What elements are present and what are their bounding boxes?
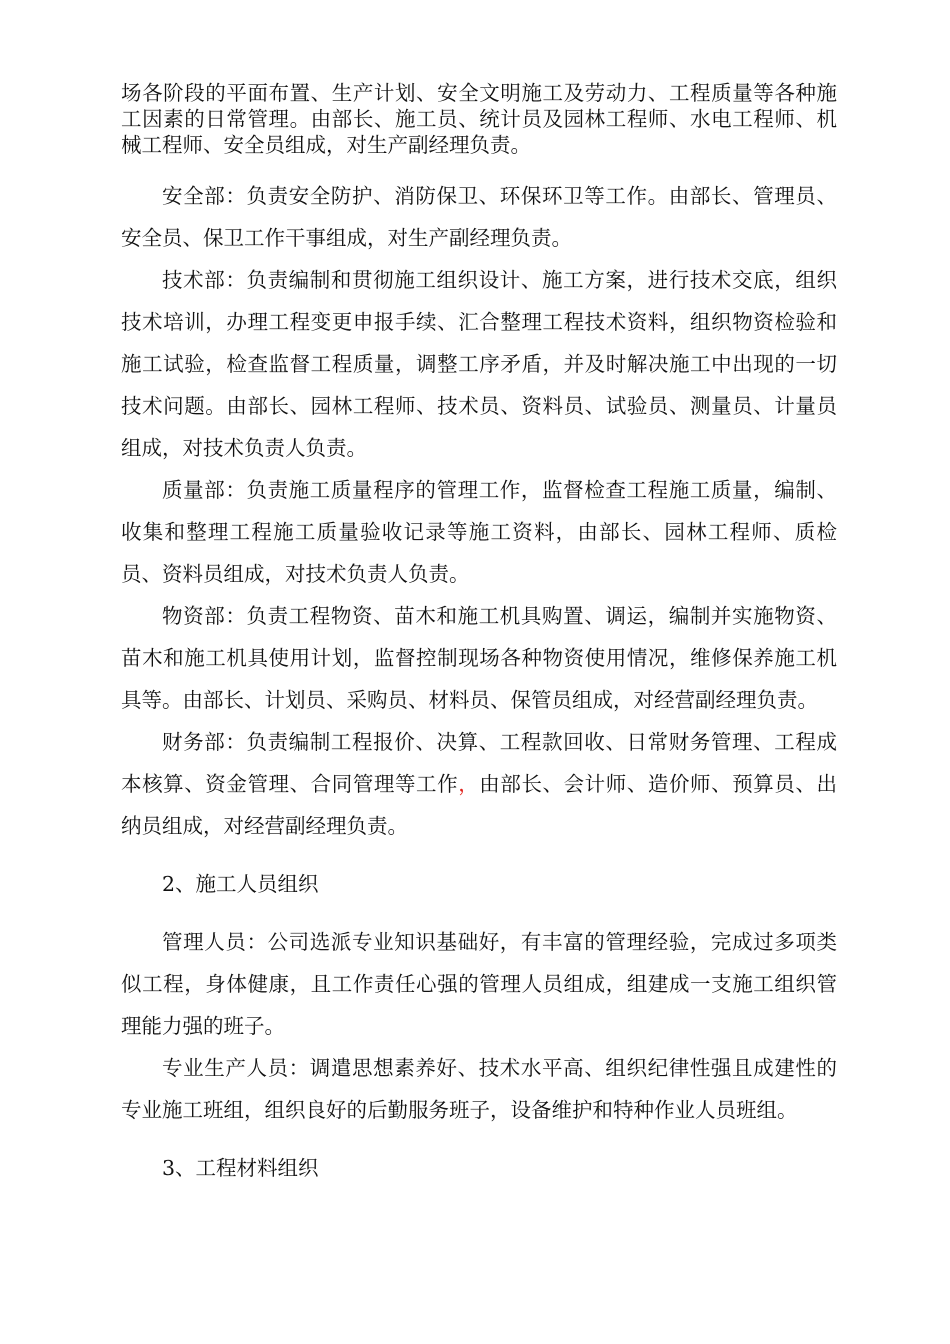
safety-department-paragraph: 安全部：负责安全防护、消防保卫、环保环卫等工作。由部长、管理员、安全员、保卫工作干事组成，对生产副经理负责。 — [121, 184, 837, 250]
quality-department-paragraph: 质量部：负责施工质量程序的管理工作，监督检查工程施工质量，编制、收集和整理工程施工质量验收记录等施工资料，由部长、园林工程师、质检员、资料员组成，对技术负责人负责。 — [121, 478, 837, 586]
document-page — [121, 80, 837, 1205]
management-staff-paragraph: 管理人员：公司选派专业知识基础好，有丰富的管理经验，完成过多项类似工程，身体健康，且工作责任心强的管理人员组成，组建成一支施工组织管理能力强的班子。 — [121, 930, 837, 1038]
intro-paragraph: 场各阶段的平面布置、生产计划、安全文明施工及劳动力、工程质量等各种施工因素的日常管理。由部长、施工员、统计员及园林工程师、水电工程师、机械工程师、安全员组成，对生产副经理负责。 — [121, 81, 837, 157]
finance-text-end: 由部长、会计师、造价师、预算员、出纳员组成，对经营副经理负责。 — [121, 772, 838, 838]
finance-red-comma: ， — [458, 772, 480, 796]
technical-department-paragraph: 技术部：负责编制和贯彻施工组织设计、施工方案，进行技术交底，组织技术培训，办理工程变更申报手续、汇合整理工程技术资料，组织物资检验和施工试验，检查监督工程质量，调整工序矛盾，并及时解决施工中出现的一切技术问题。由部长、园林工程师、技术员、资料员、试验员、测量员、计量员组成，对技术负责人负责。 — [121, 268, 837, 460]
section-3-heading: 3、工程材料组织 — [162, 1156, 319, 1180]
finance-text-start: 财务部：负责编制工程报价、决算、工程款回收、日常财务管理、工程成本核算、资金管理、合同管理等工作 — [121, 730, 837, 796]
production-staff-paragraph: 专业生产人员：调遣思想素养好、技术水平高、组织纪律性强且成建性的专业施工班组，组织良好的后勤服务班子，设备维护和特种作业人员班组。 — [121, 1056, 837, 1122]
finance-department-paragraph — [121, 721, 837, 847]
materials-department-paragraph: 物资部：负责工程物资、苗木和施工机具购置、调运，编制并实施物资、苗木和施工机具使用计划，监督控制现场各种物资使用情况，维修保养施工机具等。由部长、计划员、采购员、材料员、保管员组成，对经营副经理负责。 — [121, 604, 837, 712]
section-2-heading: 2、施工人员组织 — [162, 872, 319, 896]
